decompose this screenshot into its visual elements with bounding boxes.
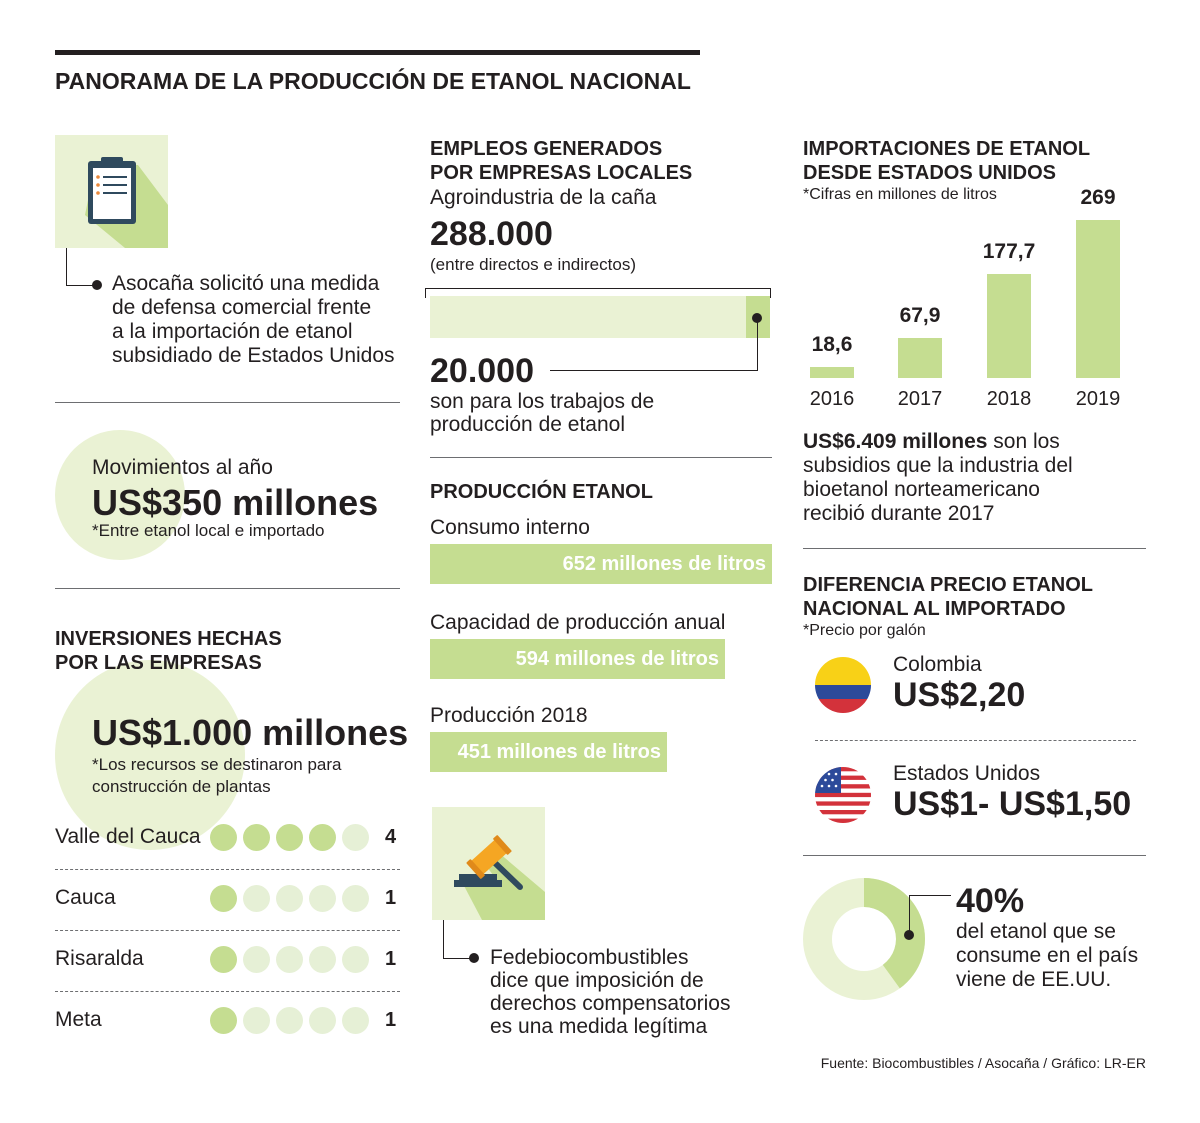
divider <box>55 402 400 403</box>
asocana-line: a la importación de etanol <box>112 320 353 343</box>
precio-heading <box>803 573 1093 621</box>
produccion-bar: 451 millones de litros <box>430 732 667 772</box>
region-pip <box>210 824 237 851</box>
asocana-line: de defensa comercial frente <box>112 296 372 319</box>
region-pip <box>342 824 369 851</box>
fedebio-bullet <box>469 953 479 963</box>
importaciones-note: *Cifras en millones de litros <box>803 186 997 203</box>
empleos-connector <box>757 318 758 370</box>
inversiones-heading-line: POR LAS EMPRESAS <box>55 652 262 674</box>
empleos-ethanol-note-line: producción de etanol <box>430 413 625 436</box>
region-pip <box>243 946 270 973</box>
dashed-divider <box>815 740 1136 741</box>
import-bar-year: 2017 <box>897 388 943 410</box>
movimientos-label: Movimientos al año <box>92 456 273 479</box>
source-note: Fuente: Biocombustibles / Asocaña / Gráfico: LR-ER <box>820 1055 1146 1071</box>
region-count: 1 <box>385 887 397 909</box>
subsidios-text <box>803 430 1143 526</box>
asocana-text <box>112 272 412 368</box>
subsidios-line: subsidios que la industria del <box>803 454 1073 477</box>
porcentaje-connector-h <box>909 895 951 896</box>
region-name: Valle del Cauca <box>55 825 201 848</box>
region-pip <box>309 885 336 912</box>
produccion-heading: PRODUCCIÓN ETANOL <box>430 481 653 503</box>
region-divider <box>55 991 400 992</box>
empleos-total-bar <box>430 296 770 338</box>
region-count: 1 <box>385 1009 397 1031</box>
empleos-total: 288.000 <box>430 215 553 253</box>
porcentaje-line: consume en el país <box>956 944 1139 967</box>
fedebio-line: es una medida legítima <box>490 1015 708 1038</box>
porcentaje-text <box>956 920 1138 992</box>
colombia-price: US$2,20 <box>893 676 1026 714</box>
empleos-ethanol-note-line: son para los trabajos de <box>430 390 655 413</box>
import-bar-value: 177,7 <box>982 240 1036 263</box>
region-pip <box>210 946 237 973</box>
importaciones-heading <box>803 137 1090 185</box>
import-bar <box>1076 220 1120 378</box>
inversiones-heading-line: INVERSIONES HECHAS <box>55 628 282 650</box>
region-name: Meta <box>55 1008 102 1031</box>
subsidios-line <box>803 430 1143 454</box>
inversiones-value: US$1.000 millones <box>92 712 409 753</box>
region-pip <box>210 885 237 912</box>
region-pip <box>309 946 336 973</box>
region-divider <box>55 930 400 931</box>
precio-note: *Precio por galón <box>803 622 926 639</box>
produccion-bar: 652 millones de litros <box>430 544 772 584</box>
import-bar-value: 18,6 <box>811 333 853 356</box>
top-rule <box>55 50 700 55</box>
import-bar <box>898 338 942 378</box>
fedebio-connector <box>443 920 444 958</box>
import-bar-value: 67,9 <box>899 304 941 327</box>
divider <box>803 855 1146 856</box>
region-pip <box>276 824 303 851</box>
region-pip <box>243 824 270 851</box>
import-bar-value: 269 <box>1080 186 1116 209</box>
produccion-label: Capacidad de producción anual <box>430 611 726 634</box>
page-title: PANORAMA DE LA PRODUCCIÓN DE ETANOL NACIONAL <box>55 68 691 94</box>
region-pip <box>276 946 303 973</box>
porcentaje-connector <box>909 895 910 935</box>
usa-name: Estados Unidos <box>893 762 1041 785</box>
region-name: Risaralda <box>55 947 144 970</box>
precio-heading-line: NACIONAL AL IMPORTADO <box>803 598 1066 620</box>
empleos-subtitle: Agroindustria de la caña <box>430 186 657 209</box>
region-pip <box>342 1007 369 1034</box>
usa-price: US$1- US$1,50 <box>893 785 1132 823</box>
divider <box>803 548 1146 549</box>
subsidios-rest: son los <box>987 430 1060 453</box>
region-pip <box>243 885 270 912</box>
subsidios-amount: US$6.409 millones <box>803 430 988 453</box>
colombia-name: Colombia <box>893 653 982 676</box>
porcentaje-line: del etanol que se <box>956 920 1116 943</box>
import-bar <box>810 367 854 378</box>
inversiones-heading <box>55 627 282 675</box>
region-pip <box>309 824 336 851</box>
asocana-connector <box>66 248 67 285</box>
asocana-line: subsidiado de Estados Unidos <box>112 344 395 367</box>
empleos-ethanol-value: 20.000 <box>430 352 534 390</box>
region-pip <box>276 885 303 912</box>
region-name: Cauca <box>55 886 116 909</box>
produccion-label: Consumo interno <box>430 516 590 539</box>
fedebio-line: Fedebiocombustibles <box>490 946 689 969</box>
divider <box>430 457 772 458</box>
region-pip <box>342 885 369 912</box>
fedebio-line: dice que imposición de <box>490 969 704 992</box>
empleos-ethanol-note <box>430 390 654 436</box>
divider <box>55 588 400 589</box>
import-bar-year: 2018 <box>986 388 1032 410</box>
movimientos-value: US$350 millones <box>92 482 379 523</box>
region-count: 1 <box>385 948 397 970</box>
import-bar-year: 2019 <box>1075 388 1121 410</box>
clipboard-icon <box>55 135 168 248</box>
precio-heading-line: DIFERENCIA PRECIO ETANOL <box>803 574 1094 596</box>
produccion-label: Producción 2018 <box>430 704 588 727</box>
subsidios-line: bioetanol norteamericano <box>803 478 1040 501</box>
region-divider <box>55 869 400 870</box>
asocana-bullet <box>92 280 102 290</box>
subsidios-line: recibió durante 2017 <box>803 502 995 525</box>
empleos-heading-line: EMPLEOS GENERADOS <box>430 138 663 160</box>
fedebio-line: derechos compensatorios <box>490 992 731 1015</box>
region-count: 4 <box>385 826 397 848</box>
region-pip <box>309 1007 336 1034</box>
import-bar <box>987 274 1031 378</box>
produccion-bar: 594 millones de litros <box>430 639 725 679</box>
porcentaje-line: viene de EE.UU. <box>956 968 1112 991</box>
asocana-line: Asocaña solicitó una medida <box>112 272 380 295</box>
empleos-heading-line: POR EMPRESAS LOCALES <box>430 162 693 184</box>
inversiones-note-line: *Los recursos se destinaron para <box>92 755 342 774</box>
porcentaje-value: 40% <box>956 882 1025 920</box>
region-pip <box>210 1007 237 1034</box>
gavel-icon <box>432 807 545 920</box>
colombia-flag-icon <box>815 657 871 713</box>
region-pip <box>342 946 369 973</box>
movimientos-note: *Entre etanol local e importado <box>92 521 325 540</box>
fedebio-text <box>490 946 730 1038</box>
region-pip <box>243 1007 270 1034</box>
inversiones-note-line: construcción de plantas <box>92 777 271 796</box>
region-pip <box>276 1007 303 1034</box>
inversiones-note <box>92 754 341 798</box>
empleos-total-note: (entre directos e indirectos) <box>430 255 636 274</box>
empleos-heading <box>430 137 692 185</box>
importaciones-heading-line: DESDE ESTADOS UNIDOS <box>803 162 1056 184</box>
empleos-connector-h <box>550 370 758 371</box>
import-bar-year: 2016 <box>809 388 855 410</box>
usa-flag-icon <box>815 767 871 823</box>
importaciones-heading-line: IMPORTACIONES DE ETANOL <box>803 138 1091 160</box>
